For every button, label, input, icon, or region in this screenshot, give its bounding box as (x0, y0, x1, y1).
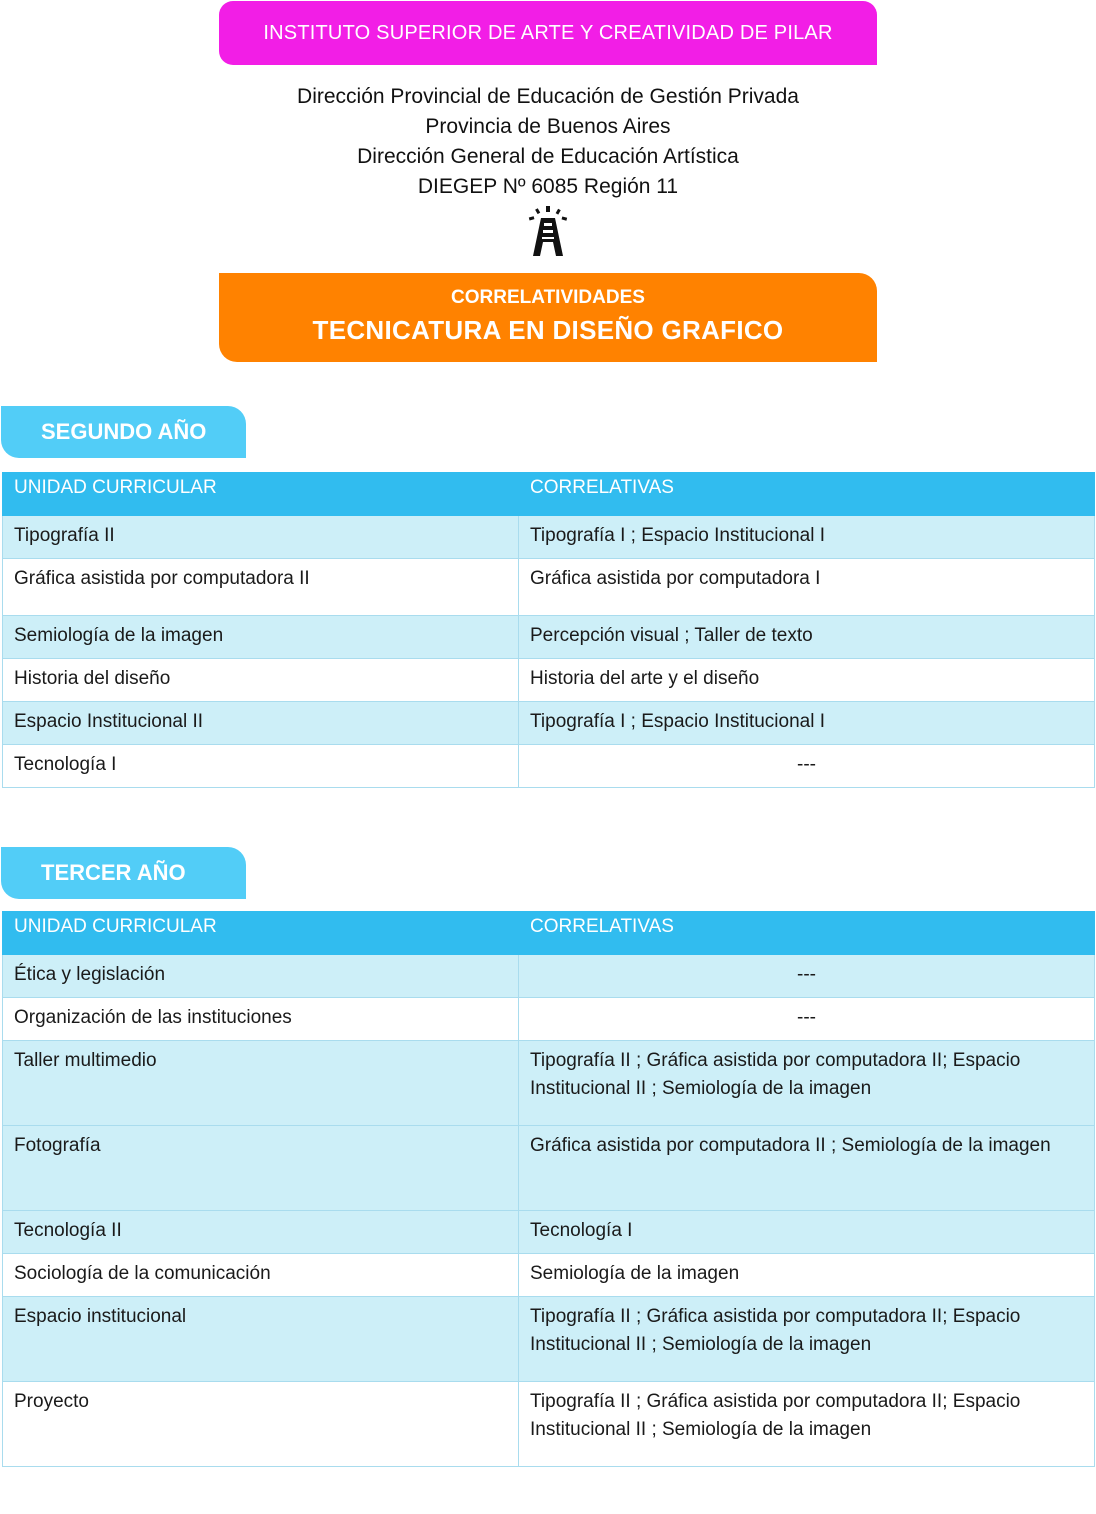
cell-unidad-curricular: Sociología de la comunicación (3, 1254, 519, 1297)
table-row (3, 616, 1095, 659)
cell-unidad-curricular: Tecnología I (3, 745, 519, 788)
correlatives-table-segundo (2, 472, 1095, 788)
year-tab-tercer: TERCER AÑO (1, 847, 246, 899)
table-header-row (3, 473, 1095, 516)
header-lines (0, 82, 1096, 202)
header-unidad-curricular: UNIDAD CURRICULAR (3, 473, 519, 516)
header-correlativas: CORRELATIVAS (519, 473, 1095, 516)
header-unidad-curricular: UNIDAD CURRICULAR (3, 912, 519, 955)
cell-correlativas: Tipografía II ; Gráfica asistida por computadora II; Espacio Institucional II ; Semiología de la imagen (519, 1382, 1095, 1467)
table-row (3, 516, 1095, 559)
table-row (3, 659, 1095, 702)
header-correlativas: CORRELATIVAS (519, 912, 1095, 955)
cell-correlativas: --- (519, 745, 1095, 788)
year-tab-segundo: SEGUNDO AÑO (1, 406, 246, 458)
table-row (3, 702, 1095, 745)
cell-unidad-curricular: Taller multimedio (3, 1041, 519, 1126)
cell-unidad-curricular: Ética y legislación (3, 955, 519, 998)
table-row (3, 1211, 1095, 1254)
cell-correlativas: Historia del arte y el diseño (519, 659, 1095, 702)
title-main: TECNICATURA EN DISEÑO GRAFICO (312, 315, 784, 345)
cell-correlativas: Semiología de la imagen (519, 1254, 1095, 1297)
header-line: Dirección Provincial de Educación de Gestión Privada (297, 85, 799, 108)
institute-logo-icon (527, 206, 569, 258)
table-row (3, 955, 1095, 998)
cell-unidad-curricular: Tecnología II (3, 1211, 519, 1254)
cell-correlativas: Tipografía I ; Espacio Institucional I (519, 702, 1095, 745)
cell-unidad-curricular: Semiología de la imagen (3, 616, 519, 659)
header-line: Dirección General de Educación Artística (357, 145, 739, 168)
table-row (3, 1126, 1095, 1211)
table-row (3, 1382, 1095, 1467)
cell-unidad-curricular: Espacio institucional (3, 1297, 519, 1382)
table-row (3, 1041, 1095, 1126)
correlatives-table-tercer (2, 911, 1095, 1467)
table-row (3, 1297, 1095, 1382)
table-row (3, 1254, 1095, 1297)
cell-unidad-curricular: Tipografía II (3, 516, 519, 559)
institute-banner: INSTITUTO SUPERIOR DE ARTE Y CREATIVIDAD DE PILAR (219, 1, 877, 65)
cell-unidad-curricular: Historia del diseño (3, 659, 519, 702)
title-subtitle: CORRELATIVIDADES (451, 287, 645, 308)
cell-correlativas: Gráfica asistida por computadora I (519, 559, 1095, 616)
header-line: Provincia de Buenos Aires (425, 115, 671, 138)
header-line: DIEGEP Nº 6085 Región 11 (417, 175, 679, 198)
cell-unidad-curricular: Gráfica asistida por computadora II (3, 559, 519, 616)
table-row (3, 559, 1095, 616)
cell-correlativas: Tipografía II ; Gráfica asistida por computadora II; Espacio Institucional II ; Semiología de la imagen (519, 1297, 1095, 1382)
cell-correlativas: Tecnología I (519, 1211, 1095, 1254)
table-row (3, 745, 1095, 788)
cell-correlativas: Gráfica asistida por computadora II ; Semiología de la imagen (519, 1126, 1095, 1211)
cell-correlativas: Tipografía II ; Gráfica asistida por computadora II; Espacio Institucional II ; Semiología de la imagen (519, 1041, 1095, 1126)
cell-correlativas: Percepción visual ; Taller de texto (519, 616, 1095, 659)
cell-unidad-curricular: Proyecto (3, 1382, 519, 1467)
cell-unidad-curricular: Fotografía (3, 1126, 519, 1211)
cell-correlativas: --- (519, 955, 1095, 998)
cell-correlativas: --- (519, 998, 1095, 1041)
title-banner (219, 273, 877, 362)
cell-correlativas: Tipografía I ; Espacio Institucional I (519, 516, 1095, 559)
cell-unidad-curricular: Espacio Institucional II (3, 702, 519, 745)
table-row (3, 998, 1095, 1041)
cell-unidad-curricular: Organización de las instituciones (3, 998, 519, 1041)
table-header-row (3, 912, 1095, 955)
